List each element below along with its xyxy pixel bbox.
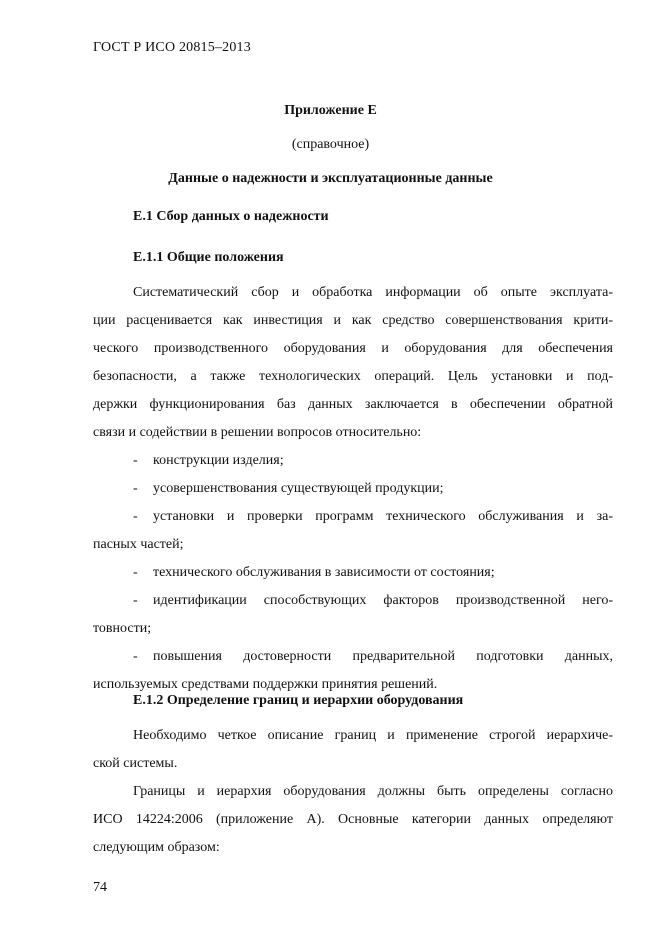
list-item-text: конструкции изделия; xyxy=(153,453,284,468)
list-item-text: усовершенствования существующей продукции; xyxy=(153,481,444,496)
section-e12-heading: Е.1.2 Определение границ и иерархии оборудования xyxy=(133,693,464,708)
bullet-dash: - xyxy=(133,649,138,664)
paragraph-line: ции расценивается как инвестиция и как средство совершенствования крити- xyxy=(93,313,613,328)
list-item-text: повышения достоверности предварительной подготовки данных, xyxy=(153,649,613,664)
paragraph-line: Систематический сбор и обработка информации об опыте эксплуата- xyxy=(133,285,613,300)
bullet-dash: - xyxy=(133,509,138,524)
section-e12-paragraph xyxy=(93,722,613,862)
paragraph-line: Необходимо четкое описание границ и применение строгой иерархиче- xyxy=(133,728,613,743)
list-item-text: идентификации способствующих факторов производственной него- xyxy=(153,593,613,608)
section-e11-paragraph xyxy=(93,279,613,699)
paragraph-line: ской системы. xyxy=(93,756,178,771)
list-item-text: технического обслуживания в зависимости от состояния; xyxy=(153,565,495,580)
bullet-dash: - xyxy=(133,453,138,468)
list-item-continuation: используемых средствами поддержки принятия решений. xyxy=(93,677,438,692)
list-item xyxy=(93,587,613,615)
paragraph-line: держки функционирования баз данных заключается в обеспечении обратной xyxy=(93,397,613,412)
paragraph-line: Границы и иерархия оборудования должны быть определены согласно xyxy=(133,784,613,799)
list-item-continuation: товности; xyxy=(93,621,152,636)
paragraph-line: ческого производственного оборудования и оборудования для обеспечения xyxy=(93,341,613,356)
bullet-dash: - xyxy=(133,481,138,496)
section-e11-heading: Е.1.1 Общие положения xyxy=(133,250,284,265)
paragraph-line: связи и содействии в решении вопросов относительно: xyxy=(93,425,422,440)
list-item-text: установки и проверки программ технического обслуживания и за- xyxy=(153,509,613,524)
paragraph-line: следующим образом: xyxy=(93,840,220,855)
appendix-kind: (справочное) xyxy=(291,137,370,152)
list-item xyxy=(93,447,613,475)
section-e1-heading: Е.1 Сбор данных о надежности xyxy=(133,209,329,224)
paragraph-line: безопасности, а также технологических операций. Цель установки и под- xyxy=(93,369,613,384)
page-number: 74 xyxy=(93,880,107,895)
bullet-dash: - xyxy=(133,593,138,608)
document-header: ГОСТ Р ИСО 20815–2013 xyxy=(93,40,251,55)
appendix-subtitle: Данные о надежности и эксплуатационные данные xyxy=(168,171,493,186)
list-item-continuation: пасных частей; xyxy=(93,537,184,552)
list-item xyxy=(93,503,613,531)
list-item xyxy=(93,559,613,587)
bullet-dash: - xyxy=(133,565,138,580)
paragraph-line: ИСО 14224:2006 (приложение А). Основные категории данных определяют xyxy=(93,812,613,827)
appendix-title: Приложение Е xyxy=(284,103,377,118)
list-item xyxy=(93,475,613,503)
list-item xyxy=(93,643,613,671)
